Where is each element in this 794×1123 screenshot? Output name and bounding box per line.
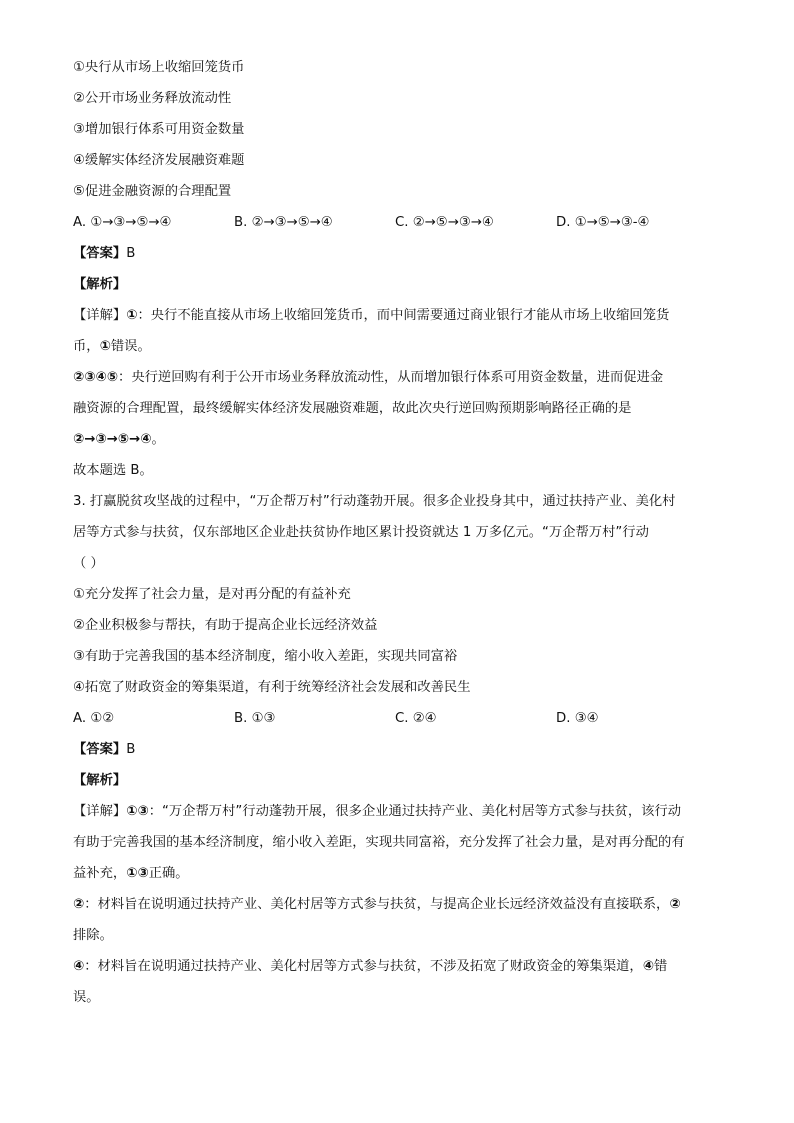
q3-answer bbox=[73, 740, 733, 771]
q3-option-a: A. ①② bbox=[73, 711, 115, 726]
q2-option-b: B. ②→③→⑤→④ bbox=[234, 215, 333, 230]
q3-detail-2b: 排除。 bbox=[73, 928, 113, 943]
q3-detail-1a: 【详解】①③：“万企帮万村”行动蓬勃开展，很多企业通过扶持产业、美化村居等方式参与扶贫，该行动 bbox=[73, 804, 682, 819]
q2-detail-2a: ②③④⑤：央行逆回购有利于公开市场业务释放流动性，从而增加银行体系可用资金数量，进而促进金 bbox=[73, 370, 664, 385]
q2-item-1: ①央行从市场上收缩回笼货币 bbox=[73, 60, 245, 75]
q3-stem-1: 3. 打赢脱贫攻坚战的过程中，“万企帮万村”行动蓬勃开展。很多企业投身其中，通过扶持产业、美化村 bbox=[73, 494, 676, 509]
q3-stem-3: （ ） bbox=[73, 556, 104, 571]
q3-item-4: ④拓宽了财政资金的筹集渠道，有利于统筹经济社会发展和改善民生 bbox=[73, 680, 471, 695]
q2-item-5: ⑤促进金融资源的合理配置 bbox=[73, 184, 232, 199]
q3-detail-1b: 有助于完善我国的基本经济制度，缩小收入差距，实现共同富裕，充分发挥了社会力量，是对再分配的有 bbox=[73, 835, 685, 850]
q3-item-3: ③有助于完善我国的基本经济制度，缩小收入差距，实现共同富裕 bbox=[73, 649, 458, 664]
q2-options bbox=[73, 213, 733, 244]
q3-stem-2: 居等方式参与扶贫，仅东部地区企业赴扶贫协作地区累计投资就达 1 万多亿元。“万企帮万村”行动 bbox=[73, 525, 649, 540]
detail-label: 【详解】 bbox=[73, 308, 127, 323]
q3-detail-1c: 益补充，①③正确。 bbox=[73, 866, 189, 881]
q2-item-2: ②公开市场业务释放流动性 bbox=[73, 91, 232, 106]
q3-options bbox=[73, 709, 733, 740]
q2-option-a: A. ①→③→⑤→④ bbox=[73, 215, 172, 230]
q2-conclusion: 故本题选 B。 bbox=[73, 463, 153, 478]
q3-option-d: D. ③④ bbox=[556, 711, 599, 726]
q3-option-b: B. ①③ bbox=[234, 711, 276, 726]
answer-label: 【答案】 bbox=[73, 742, 127, 757]
q3-detail-3b: 误。 bbox=[73, 990, 100, 1005]
q2-item-4: ④缓解实体经济发展融资难题 bbox=[73, 153, 245, 168]
q2-detail-2b: 融资源的合理配置，最终缓解实体经济发展融资难题，故此次央行逆回购预期影响路径正确的是 bbox=[73, 401, 632, 416]
detail-label: 【详解】 bbox=[73, 804, 127, 819]
document-page bbox=[73, 58, 733, 1019]
q2-detail-1b: 币，①错误。 bbox=[73, 339, 151, 354]
q2-option-c: C. ②→⑤→③→④ bbox=[395, 215, 494, 230]
q3-detail-3a: ④：材料旨在说明通过扶持产业、美化村居等方式参与扶贫，不涉及拓宽了财政资金的筹集渠道，④错 bbox=[73, 959, 668, 974]
q3-analysis-label: 【解析】 bbox=[73, 773, 127, 788]
answer-value: B bbox=[126, 246, 136, 261]
answer-label: 【答案】 bbox=[73, 246, 127, 261]
q2-answer bbox=[73, 244, 733, 275]
q2-detail-2c: ②→③→⑤→④。 bbox=[73, 432, 165, 447]
q3-detail-2a: ②：材料旨在说明通过扶持产业、美化村居等方式参与扶贫，与提高企业长远经济效益没有直接联系，② bbox=[73, 897, 681, 912]
q2-analysis-label: 【解析】 bbox=[73, 277, 127, 292]
q2-item-3: ③增加银行体系可用资金数量 bbox=[73, 122, 245, 137]
q2-detail-1a: 【详解】①：央行不能直接从市场上收缩回笼货币，而中间需要通过商业银行才能从市场上收缩回笼货 bbox=[73, 308, 670, 323]
q2-option-d: D. ①→⑤→③-④ bbox=[556, 215, 650, 230]
q3-item-1: ①充分发挥了社会力量，是对再分配的有益补充 bbox=[73, 587, 351, 602]
q3-option-c: C. ②④ bbox=[395, 711, 437, 726]
q3-item-2: ②企业积极参与帮扶，有助于提高企业长远经济效益 bbox=[73, 618, 378, 633]
answer-value: B bbox=[126, 742, 136, 757]
